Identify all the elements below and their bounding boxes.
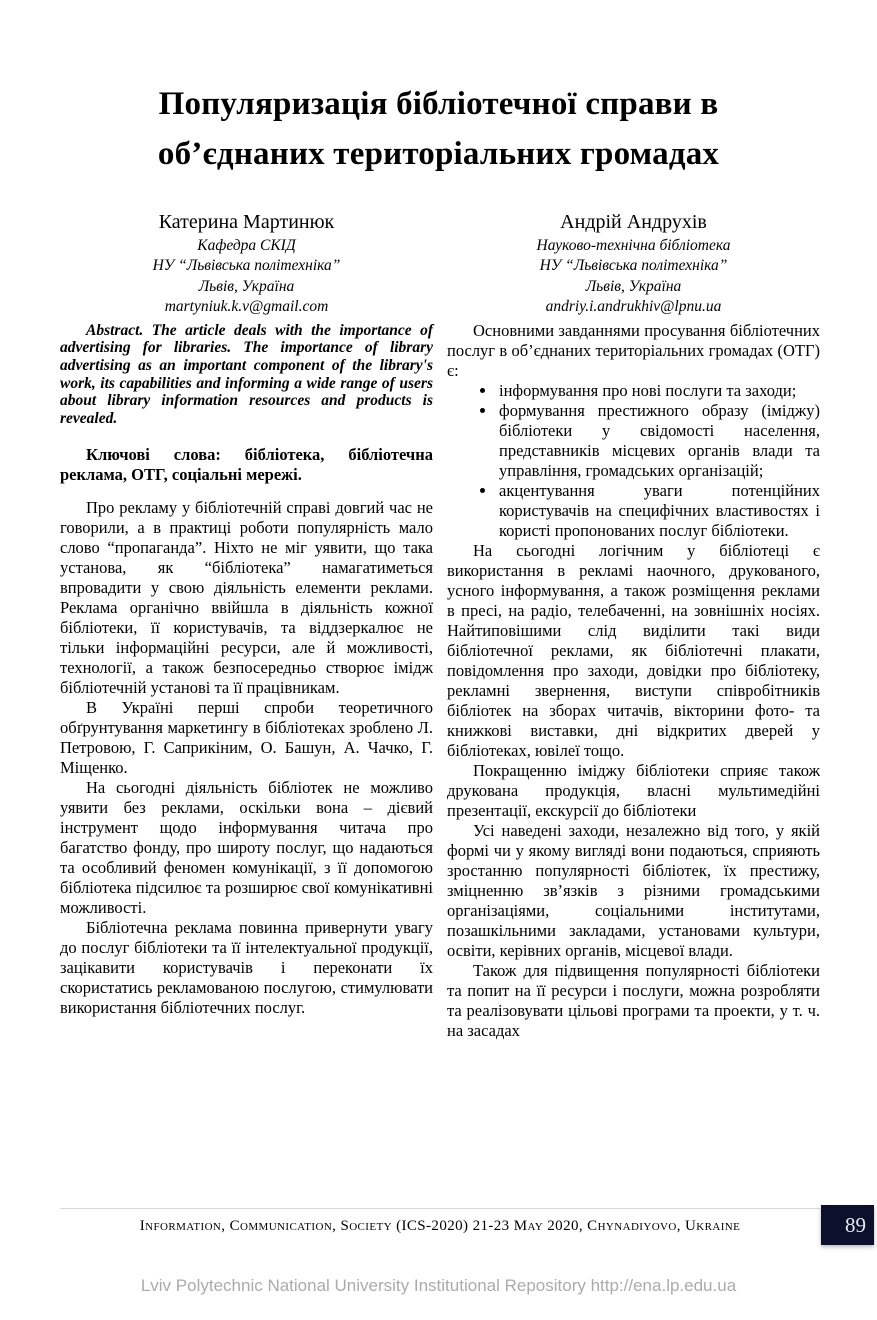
author-block-left (60, 209, 433, 318)
right-column (447, 209, 820, 1041)
paragraph: Про рекламу у бібліотечній справі довгий час не говорили, а в практиці роботи популярність мало слово “пропаганда”. Ніхто не міг уявити, що така установа, як “бібліотека” намагатиметься впровадити у свою діяльність елементи реклами. Реклама органічно ввійшла в діяльність кожної бібліотеки, її користувачів, та віддзеркалює не тільки інформаційні ресурси, але й можливості, технології, а також безпосередньо створює імідж бібліотечній установі та її працівникам. (60, 498, 433, 698)
bullet-list (447, 381, 820, 541)
author-affiliation-line: Львів, Україна (585, 277, 682, 295)
page-title: Популяризація бібліотечної справи в об’єднаних територіальних громадах (157, 86, 720, 172)
bullet-item: • формування престижного образу (іміджу) бібліотеки у свідомості населення, представників місцевих органів влади та управління, громадських організацій; (497, 401, 820, 481)
footer-conference: Information, Communication, Society (ICS-2020) 21-23 May 2020, Chynadiyovo, Ukraine (139, 1218, 741, 1234)
paragraph: Також для підвищення популярності бібліотеки та попит на її ресурси і послуги, можна розробляти та реалізовувати цільові програми та проекти, у т. ч. на засадах (447, 960, 820, 1040)
author-affiliation-line: Науково-технічна бібліотека (536, 237, 731, 254)
author-affiliation-line: Кафедра СКІД (197, 237, 296, 254)
paragraph: На сьогодні логічним у бібліотеці є використання в рекламі наочного, друкованого, усного інформування, а також розміщення реклами в пресі, на радіо, телебаченні, на зовнішніх носіях. Найтиповішими слід виділити такі види бібліотечної реклами, як бібліотечні плакати, повідомлення про заходи, довідки про бібліотеку, рекламні звернення, виступи співробітників бібліотек на зборах читачів, вікторини фото- та книжкові виставки, дні відкритих дверей у бібліотеках, ювілеї тощо. (447, 540, 820, 760)
author-affiliation-line: НУ “Львівська політехніка” (539, 257, 728, 275)
page-number-badge (821, 1205, 874, 1245)
author-email: martyniuk.k.v@gmail.com (164, 298, 329, 316)
bullet-item: • інформування про нові послуги та заходи; (497, 381, 820, 401)
paragraph: Бібліотечна реклама повинна привернути увагу до послуг бібліотеки та її інтелектуальної продукції, зацікавити користувачів і переконати їх скористатись рекламованою послугою, стимулювати використання бібліотечних послуг. (60, 918, 433, 1018)
paragraph: Основними завданнями просування бібліотечних послуг в об’єднаних територіальних громадах (ОТГ) є: (447, 320, 820, 380)
paragraph: В Україні перші спроби теоретичного обґрунтування маркетингу в бібліотеках зроблено Л. Петровою, Г. Саприкіним, О. Башун, А. Чачко, Г. Міщенко. (60, 698, 433, 778)
author-affiliation-line: Львів, Україна (198, 277, 295, 295)
two-column-body (60, 209, 820, 1041)
page-number: 89 (845, 1212, 866, 1237)
author-email: andriy.i.andrukhiv@lpnu.ua (545, 298, 722, 316)
author-block-right (447, 209, 820, 318)
repository-watermark: Lviv Polytechnic National University Institutional Repository http://ena.lp.edu.ua (140, 1276, 737, 1295)
left-column (60, 209, 433, 1041)
paper-page (0, 80, 877, 1320)
author-affiliation-line: НУ “Львівська політехніка” (152, 257, 341, 275)
abstract-text: Abstract. The article deals with the importance of advertising for libraries. The importance of library advertising as an important component of the library's work, its capabilities and informing a wide range of users about library information resources and products is revealed. (60, 321, 433, 427)
author-name: Катерина Мартинюк (158, 211, 335, 233)
keywords-text: Ключові слова: бібліотека, бібліотечна реклама, ОТГ, соціальні мережі. (60, 445, 433, 485)
paragraph: Усі наведені заходи, незалежно від того, у якій формі чи у якому вигляді вони подаються, сприяють зростанню популярності бібліотек, їх престижу, зміцненню зв’язків з різними громадськими організаціями, соціальними інститутами, позашкільними закладами, установами культури, освіти, керівних органів, місцевої влади. (447, 820, 820, 960)
paragraph: На сьогодні діяльність бібліотек не можливо уявити без реклами, оскільки вона – дієвий інструмент щодо інформування читача про багатство фонду, про широту послуг, що надаються та особливий феномен комунікації, з її допомогою бібліотека підсилює та розширює свої комунікативні можливості. (60, 778, 433, 918)
footer-divider (60, 1208, 820, 1209)
author-name: Андрій Андрухів (560, 211, 707, 233)
bullet-item: • акцентування уваги потенційних користувачів на специфічних властивостях і користі пропонованих послуг бібліотеки. (497, 481, 820, 541)
paragraph: Покращенню іміджу бібліотеки сприяє також друкована продукція, власні мультимедійні презентації, екскурсії до бібліотеки (447, 760, 820, 820)
